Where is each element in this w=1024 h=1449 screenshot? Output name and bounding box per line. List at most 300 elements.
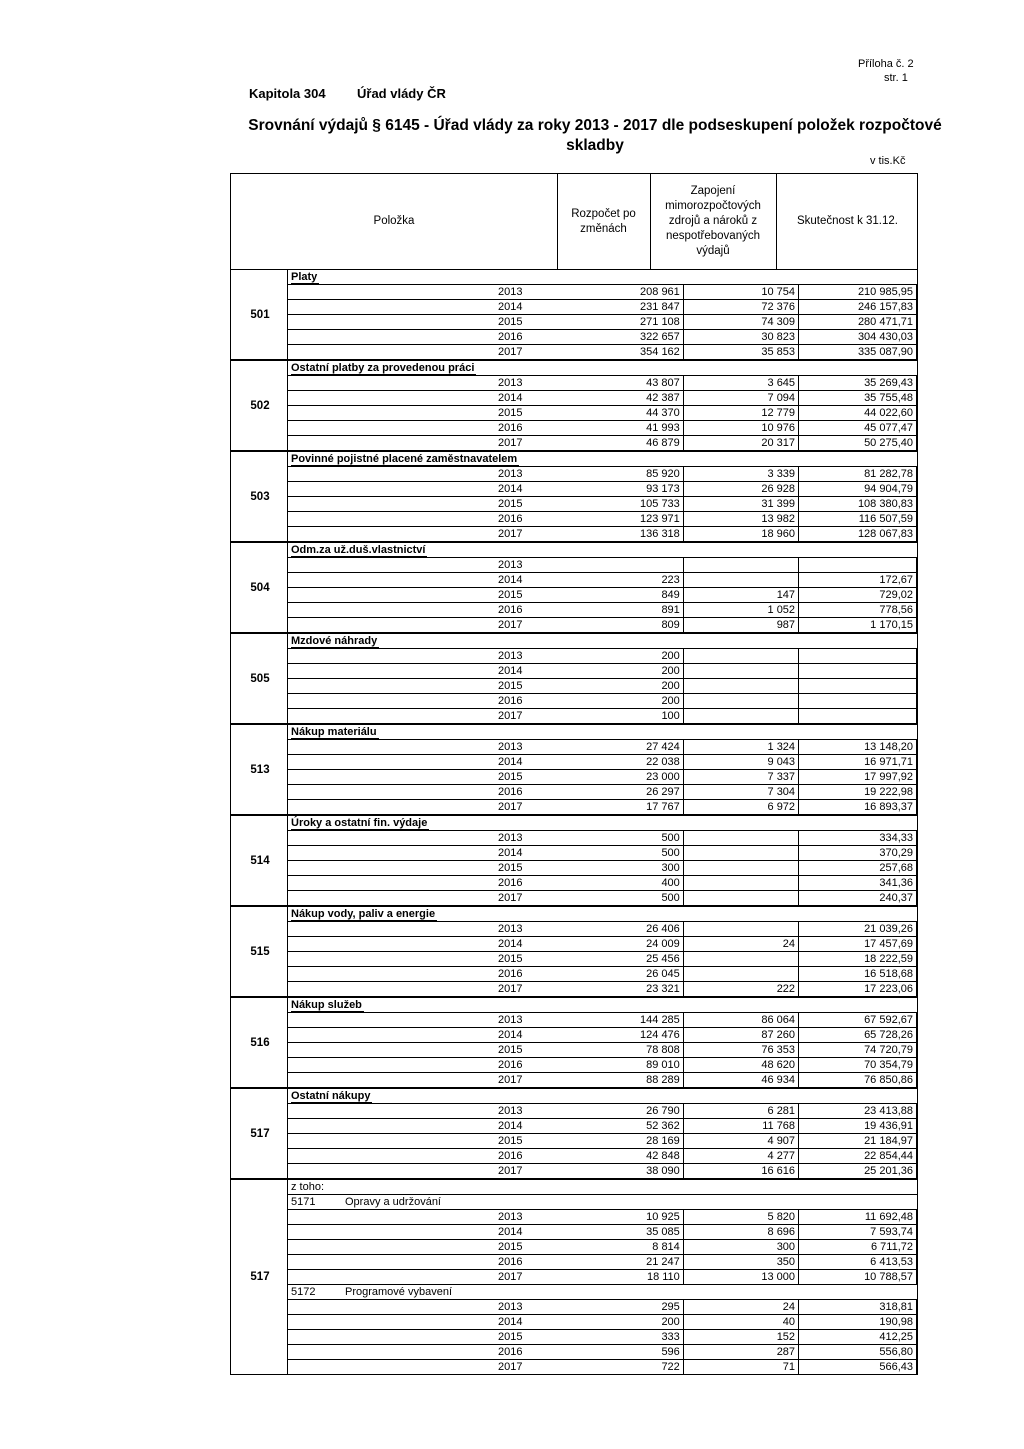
actual-cell: 6 413,53 (799, 1255, 917, 1269)
extra-cell (684, 558, 799, 572)
breakdown-label: z toho: (291, 1181, 325, 1193)
actual-cell: 128 067,83 (799, 527, 917, 541)
extra-cell: 3 645 (684, 376, 799, 390)
section-code: 515 (250, 945, 270, 958)
year-cell: 2016 (498, 604, 523, 616)
extra-cell: 1 052 (684, 603, 799, 617)
extra-cell: 76 353 (684, 1043, 799, 1057)
extra-cell (684, 694, 799, 708)
table-row (288, 860, 917, 875)
extra-cell: 11 768 (684, 1119, 799, 1133)
actual-cell: 21 039,26 (799, 922, 917, 936)
section-code: 517 (250, 1127, 270, 1140)
office-label: Úřad vlády ČR (357, 86, 446, 101)
budget-cell: 105 733 (596, 497, 684, 511)
year-cell: 2016 (498, 1346, 523, 1358)
extra-cell: 74 309 (684, 315, 799, 329)
section-code: 502 (250, 399, 270, 412)
year-cell: 2016 (498, 695, 523, 707)
section-504 (230, 542, 918, 633)
year-cell: 2013 (498, 1301, 523, 1313)
extra-cell (684, 861, 799, 875)
section-body (287, 816, 917, 905)
table-row (288, 693, 917, 708)
section-code: 516 (250, 1036, 270, 1049)
actual-cell: 210 985,95 (799, 285, 917, 299)
actual-cell: 70 354,79 (799, 1058, 917, 1072)
extra-cell: 13 982 (684, 512, 799, 526)
section-label-text: Mzdové náhrady (291, 635, 378, 647)
table-row (288, 1239, 917, 1254)
header-extra: Zapojení mimorozpočtových zdrojů a nároků z nespotřebovaných výdajů (665, 185, 761, 257)
extra-cell (684, 922, 799, 936)
section-body (287, 1089, 917, 1178)
year-cell: 2014 (498, 1120, 523, 1132)
year-cell: 2013 (498, 650, 523, 662)
budget-cell: 21 247 (596, 1255, 684, 1269)
year-cell: 2015 (498, 680, 523, 692)
section-502 (230, 360, 918, 451)
table-row (288, 511, 917, 526)
year-cell: 2014 (498, 483, 523, 495)
budget-cell: 93 173 (596, 482, 684, 496)
table-row (288, 784, 917, 799)
table-row (288, 617, 917, 632)
actual-cell: 94 904,79 (799, 482, 917, 496)
section-body (287, 907, 917, 996)
budget-cell: 271 108 (596, 315, 684, 329)
breakdown-code: 517 (250, 1271, 270, 1283)
actual-cell: 13 148,20 (799, 740, 917, 754)
extra-cell: 71 (684, 1360, 799, 1374)
extra-cell: 1 324 (684, 740, 799, 754)
extra-cell: 40 (684, 1315, 799, 1329)
actual-cell: 556,80 (799, 1345, 917, 1359)
year-cell: 2017 (498, 437, 523, 449)
section-label-text: Ostatní platby za provedenou práci (291, 362, 475, 374)
budget-cell: 223 (596, 573, 684, 587)
extra-cell: 20 317 (684, 436, 799, 450)
extra-cell: 222 (684, 982, 799, 996)
extra-cell: 12 779 (684, 406, 799, 420)
budget-cell: 596 (596, 1345, 684, 1359)
table-row (288, 663, 917, 678)
table-row (288, 1103, 917, 1118)
section-body (287, 543, 917, 632)
budget-cell: 38 090 (596, 1164, 684, 1178)
extra-cell (684, 573, 799, 587)
section-body (287, 634, 917, 723)
section-body (287, 998, 917, 1087)
table-row (288, 1209, 917, 1224)
section-label-text: Úroky a ostatní fin. výdaje (291, 817, 428, 829)
section-body (287, 270, 917, 359)
budget-cell: 26 045 (596, 967, 684, 981)
actual-cell: 45 077,47 (799, 421, 917, 435)
section-code: 505 (250, 672, 270, 685)
table-row (288, 375, 917, 390)
budget-cell: 22 038 (596, 755, 684, 769)
budget-cell: 41 993 (596, 421, 684, 435)
table-row (288, 405, 917, 420)
actual-cell: 240,37 (799, 891, 917, 905)
table-row (288, 981, 917, 996)
section-code: 503 (250, 490, 270, 503)
extra-cell: 24 (684, 1300, 799, 1314)
actual-cell: 16 971,71 (799, 755, 917, 769)
actual-cell: 35 755,48 (799, 391, 917, 405)
actual-cell: 17 223,06 (799, 982, 917, 996)
actual-cell: 22 854,44 (799, 1149, 917, 1163)
table-row (288, 1042, 917, 1057)
section-label (288, 998, 917, 1012)
table-row (288, 799, 917, 814)
actual-cell (799, 679, 917, 693)
table-row (288, 329, 917, 344)
table-row (288, 845, 917, 860)
actual-cell: 11 692,48 (799, 1210, 917, 1224)
actual-cell (799, 664, 917, 678)
units-label: v tis.Kč (870, 155, 906, 167)
year-cell: 2014 (498, 1029, 523, 1041)
year-cell: 2013 (498, 832, 523, 844)
actual-cell: 65 728,26 (799, 1028, 917, 1042)
header-actual: Skutečnost k 31.12. (796, 215, 898, 227)
extra-cell: 4 277 (684, 1149, 799, 1163)
extra-cell: 5 820 (684, 1210, 799, 1224)
actual-cell: 257,68 (799, 861, 917, 875)
budget-cell: 85 920 (596, 467, 684, 481)
section-code: 514 (250, 854, 270, 867)
extra-cell: 4 907 (684, 1134, 799, 1148)
table-row (288, 754, 917, 769)
table-row (288, 1072, 917, 1087)
budget-cell: 200 (596, 649, 684, 663)
year-cell: 2014 (498, 847, 523, 859)
actual-cell: 246 157,83 (799, 300, 917, 314)
extra-cell: 6 281 (684, 1104, 799, 1118)
document-title: Srovnání výdajů § 6145 - Úřad vlády za roky 2013 - 2017 dle podseskupení položek rozpočtové skladby (248, 117, 942, 154)
extra-cell: 24 (684, 937, 799, 951)
header-item: Položka (373, 215, 415, 227)
budget-cell: 10 925 (596, 1210, 684, 1224)
year-cell: 2013 (498, 1105, 523, 1117)
table-row (288, 602, 917, 617)
table-row (288, 496, 917, 511)
extra-cell (684, 649, 799, 663)
actual-cell: 108 380,83 (799, 497, 917, 511)
table-row (288, 572, 917, 587)
year-cell: 2015 (498, 407, 523, 419)
section-516 (230, 997, 918, 1088)
actual-cell: 17 997,92 (799, 770, 917, 784)
year-cell: 2017 (498, 1074, 523, 1086)
budget-cell: 231 847 (596, 300, 684, 314)
extra-cell (684, 952, 799, 966)
actual-cell: 778,56 (799, 603, 917, 617)
actual-cell (799, 694, 917, 708)
budget-cell: 8 814 (596, 1240, 684, 1254)
extra-cell: 8 696 (684, 1225, 799, 1239)
table-row (288, 648, 917, 663)
budget-cell: 24 009 (596, 937, 684, 951)
section-label (288, 1089, 917, 1103)
actual-cell: 412,25 (799, 1330, 917, 1344)
section-517 (230, 1088, 918, 1179)
table-row (288, 390, 917, 405)
budget-cell: 26 790 (596, 1104, 684, 1118)
extra-cell: 31 399 (684, 497, 799, 511)
table-row (288, 481, 917, 496)
budget-cell: 44 370 (596, 406, 684, 420)
budget-cell: 400 (596, 876, 684, 890)
actual-cell: 566,43 (799, 1360, 917, 1374)
subgroup-label (288, 1284, 917, 1299)
budget-cell: 25 456 (596, 952, 684, 966)
extra-cell (684, 831, 799, 845)
extra-cell: 10 976 (684, 421, 799, 435)
extra-cell (684, 846, 799, 860)
section-503 (230, 451, 918, 542)
section-label (288, 361, 917, 375)
table-row (288, 420, 917, 435)
budget-cell: 354 162 (596, 345, 684, 359)
extra-cell: 987 (684, 618, 799, 632)
actual-cell: 729,02 (799, 588, 917, 602)
extra-cell: 30 823 (684, 330, 799, 344)
actual-cell: 318,81 (799, 1300, 917, 1314)
table-row (288, 739, 917, 754)
extra-cell: 7 094 (684, 391, 799, 405)
subgroup-number: 5171 (291, 1196, 316, 1208)
year-cell: 2017 (498, 1361, 523, 1373)
section-label (288, 907, 917, 921)
table-row (288, 678, 917, 693)
year-cell: 2015 (498, 953, 523, 965)
table-row (288, 936, 917, 951)
year-cell: 2017 (498, 346, 523, 358)
year-cell: 2014 (498, 938, 523, 950)
actual-cell (799, 558, 917, 572)
table-row (288, 921, 917, 936)
actual-cell: 335 087,90 (799, 345, 917, 359)
table-row (288, 1118, 917, 1133)
budget-cell: 295 (596, 1300, 684, 1314)
section-body (287, 361, 917, 450)
year-cell: 2015 (498, 316, 523, 328)
section-label (288, 270, 917, 284)
section-label (288, 452, 917, 466)
budget-cell: 200 (596, 1315, 684, 1329)
table-row (288, 344, 917, 359)
section-code: 513 (250, 763, 270, 776)
year-cell: 2015 (498, 1044, 523, 1056)
extra-cell (684, 664, 799, 678)
year-cell: 2017 (498, 528, 523, 540)
year-cell: 2015 (498, 589, 523, 601)
extra-cell: 86 064 (684, 1013, 799, 1027)
actual-cell: 280 471,71 (799, 315, 917, 329)
actual-cell: 23 413,88 (799, 1104, 917, 1118)
actual-cell: 341,36 (799, 876, 917, 890)
budget-cell: 42 848 (596, 1149, 684, 1163)
budget-cell: 500 (596, 831, 684, 845)
year-cell: 2013 (498, 377, 523, 389)
budget-cell: 144 285 (596, 1013, 684, 1027)
section-label-text: Platy (291, 271, 318, 283)
section-515 (230, 906, 918, 997)
actual-cell: 17 457,69 (799, 937, 917, 951)
budget-cell: 200 (596, 679, 684, 693)
table-row (288, 1299, 917, 1314)
extra-cell: 13 000 (684, 1270, 799, 1284)
year-cell: 2017 (498, 801, 523, 813)
year-cell: 2017 (498, 1165, 523, 1177)
table-row (288, 1224, 917, 1239)
table-row (288, 1012, 917, 1027)
extra-cell: 18 960 (684, 527, 799, 541)
actual-cell: 16 518,68 (799, 967, 917, 981)
table-row (288, 1148, 917, 1163)
year-cell: 2016 (498, 513, 523, 525)
year-cell: 2016 (498, 1059, 523, 1071)
actual-cell: 44 022,60 (799, 406, 917, 420)
budget-cell: 18 110 (596, 1270, 684, 1284)
actual-cell: 370,29 (799, 846, 917, 860)
budget-cell: 23 321 (596, 982, 684, 996)
section-501 (230, 269, 918, 360)
budget-cell: 500 (596, 891, 684, 905)
subgroup-label (288, 1194, 917, 1209)
year-cell: 2013 (498, 468, 523, 480)
section-label-text: Nákup materiálu (291, 726, 377, 738)
year-cell: 2016 (498, 331, 523, 343)
extra-cell (684, 876, 799, 890)
actual-cell: 19 436,91 (799, 1119, 917, 1133)
extra-cell (684, 709, 799, 723)
budget-cell: 891 (596, 603, 684, 617)
budget-cell: 208 961 (596, 285, 684, 299)
extra-cell: 46 934 (684, 1073, 799, 1087)
budget-cell: 42 387 (596, 391, 684, 405)
extra-cell: 7 304 (684, 785, 799, 799)
extra-cell (684, 967, 799, 981)
subgroup-number: 5172 (291, 1286, 316, 1298)
table-row (288, 466, 917, 481)
actual-cell: 16 893,37 (799, 800, 917, 814)
section-code: 501 (250, 308, 270, 321)
section-label-text: Odm.za už.duš.vlastnictví (291, 544, 426, 556)
table-row (288, 1254, 917, 1269)
table-row (288, 1359, 917, 1374)
year-cell: 2016 (498, 1150, 523, 1162)
budget-cell: 200 (596, 694, 684, 708)
year-cell: 2014 (498, 392, 523, 404)
budget-cell: 100 (596, 709, 684, 723)
actual-cell: 35 269,43 (799, 376, 917, 390)
budget-cell: 89 010 (596, 1058, 684, 1072)
section-label (288, 816, 917, 830)
year-cell: 2013 (498, 1014, 523, 1026)
table-row (288, 1269, 917, 1284)
table-row (288, 1027, 917, 1042)
extra-cell: 6 972 (684, 800, 799, 814)
year-cell: 2016 (498, 968, 523, 980)
table-row (288, 587, 917, 602)
actual-cell: 1 170,15 (799, 618, 917, 632)
actual-cell: 334,33 (799, 831, 917, 845)
section-label-text: Ostatní nákupy (291, 1090, 371, 1102)
year-cell: 2014 (498, 1316, 523, 1328)
extra-cell: 147 (684, 588, 799, 602)
year-cell: 2015 (498, 498, 523, 510)
year-cell: 2013 (498, 923, 523, 935)
budget-cell: 809 (596, 618, 684, 632)
extra-cell: 9 043 (684, 755, 799, 769)
section-label-text: Nákup služeb (291, 999, 362, 1011)
section-code: 504 (250, 581, 270, 594)
chapter-label: Kapitola 304 (249, 86, 326, 101)
year-cell: 2014 (498, 1226, 523, 1238)
actual-cell: 304 430,03 (799, 330, 917, 344)
actual-cell: 76 850,86 (799, 1073, 917, 1087)
budget-cell: 200 (596, 664, 684, 678)
budget-cell: 722 (596, 1360, 684, 1374)
table-row (288, 951, 917, 966)
extra-cell (684, 891, 799, 905)
budget-cell: 26 406 (596, 922, 684, 936)
actual-cell: 74 720,79 (799, 1043, 917, 1057)
section-label-text: Povinné pojistné placené zaměstnavatelem (291, 453, 518, 465)
actual-cell: 21 184,97 (799, 1134, 917, 1148)
budget-cell: 26 297 (596, 785, 684, 799)
table-row (288, 557, 917, 572)
actual-cell (799, 649, 917, 663)
section-body (287, 725, 917, 814)
actual-cell: 18 222,59 (799, 952, 917, 966)
section-label-text: Nákup vody, paliv a energie (291, 908, 436, 920)
extra-cell: 10 754 (684, 285, 799, 299)
budget-cell: 500 (596, 846, 684, 860)
actual-cell: 10 788,57 (799, 1270, 917, 1284)
actual-cell: 50 275,40 (799, 436, 917, 450)
table-row (288, 1329, 917, 1344)
actual-cell: 81 282,78 (799, 467, 917, 481)
budget-cell: 333 (596, 1330, 684, 1344)
extra-cell: 3 339 (684, 467, 799, 481)
section-label (288, 634, 917, 648)
extra-cell: 7 337 (684, 770, 799, 784)
table-row (288, 1344, 917, 1359)
table-row (288, 769, 917, 784)
table-row (288, 1163, 917, 1178)
table-row (288, 284, 917, 299)
table-header (230, 173, 918, 269)
extra-cell: 300 (684, 1240, 799, 1254)
budget-cell: 35 085 (596, 1225, 684, 1239)
subgroup-name: Opravy a udržování (345, 1196, 441, 1208)
breakdown-body (287, 1180, 917, 1374)
extra-cell: 26 928 (684, 482, 799, 496)
extra-cell: 16 616 (684, 1164, 799, 1178)
year-cell: 2013 (498, 286, 523, 298)
actual-cell: 116 507,59 (799, 512, 917, 526)
section-label (288, 725, 917, 739)
actual-cell (799, 709, 917, 723)
year-cell: 2016 (498, 422, 523, 434)
table-row (288, 875, 917, 890)
section-513 (230, 724, 918, 815)
